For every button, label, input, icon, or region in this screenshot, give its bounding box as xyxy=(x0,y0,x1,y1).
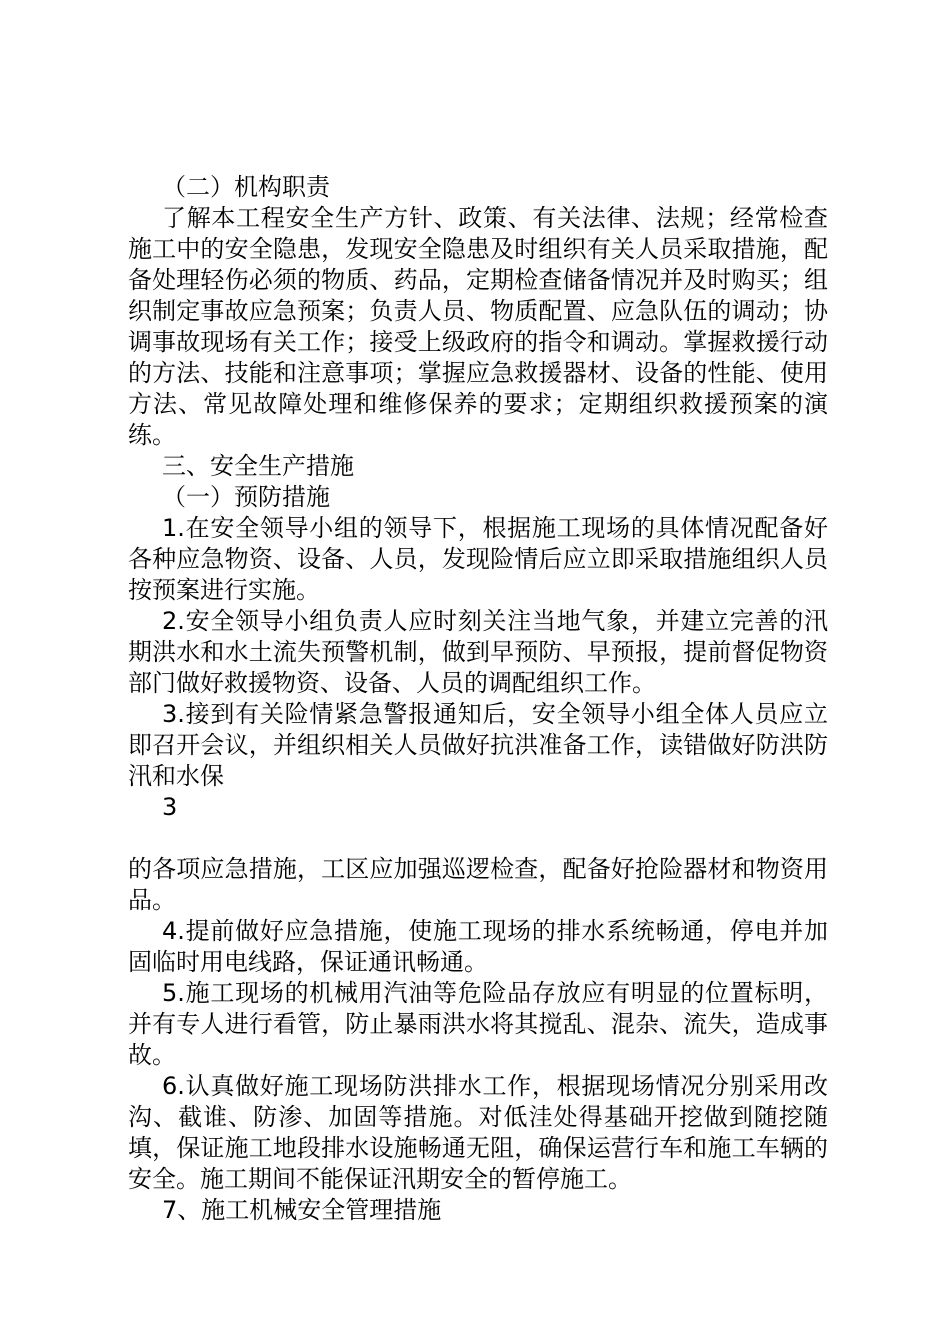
list-item-7: 7、施工机械安全管理措施 xyxy=(162,1196,442,1224)
list-item-4: 4.提前做好应急措施，使施工现场的排水系统畅通，停电并加固临时用电线路，保证通讯畅通。 xyxy=(128,917,828,976)
list-item-6: 6.认真做好施工现场防洪排水工作，根据现场情况分别采用改沟、截谁、防渗、加固等措施。对低洼处得基础开挖做到随挖随填，保证施工地段排水设施畅通无阻，确保运营行车和施工车辆的安全。施工期间不能保证汛期安全的暂停施工。 xyxy=(128,1072,828,1193)
section-heading-institution-duties: （二）机构职责 xyxy=(162,173,330,201)
section-heading-safety-measures: 三、安全生产措施 xyxy=(162,452,354,480)
paragraph-duties-description: 了解本工程安全生产方针、政策、有关法律、法规；经常检查施工中的安全隐患，发现安全隐患及时组织有关人员采取措施，配备处理轻伤必须的物质、药品，定期检查储备情况并及时购买；组织制定事故应急预案；负责人员、物质配置、应急队伍的调动；协调事故现场有关工作；接受上级政府的指令和调动。掌握救援行动的方法、技能和注意事项；掌握应急救援器材、设备的性能、使用方法、常见故障处理和维修保养的要求；定期组织救援预案的演练。 xyxy=(128,204,828,449)
list-item-3: 3.接到有关险情紧急警报通知后，安全领导小组全体人员应立即召开会议，并组织相关人员做好抗洪准备工作，读错做好防洪防汛和水保 xyxy=(128,700,828,790)
list-item-3-continued: 的各项应急措施，工区应加强巡逻检查，配备好抢险器材和物资用品。 xyxy=(128,855,828,914)
section-heading-preventive-measures: （一）预防措施 xyxy=(162,483,330,511)
list-item-1: 1.在安全领导小组的领导下，根据施工现场的具体情况配备好各种应急物资、设备、人员，发现险情后应立即采取措施组织人员按预案进行实施。 xyxy=(128,514,828,604)
page-number: 3 xyxy=(162,793,178,821)
list-item-5: 5.施工现场的机械用汽油等危险品存放应有明显的位置标明，并有专人进行看管，防止暴雨洪水将其搅乱、混杂、流失，造成事故。 xyxy=(128,979,828,1069)
list-item-2: 2.安全领导小组负责人应时刻关注当地气象，并建立完善的汛期洪水和水土流失预警机制，做到早预防、早预报，提前督促物资部门做好救援物资、设备、人员的调配组织工作。 xyxy=(128,607,828,697)
document-body xyxy=(128,172,828,1226)
